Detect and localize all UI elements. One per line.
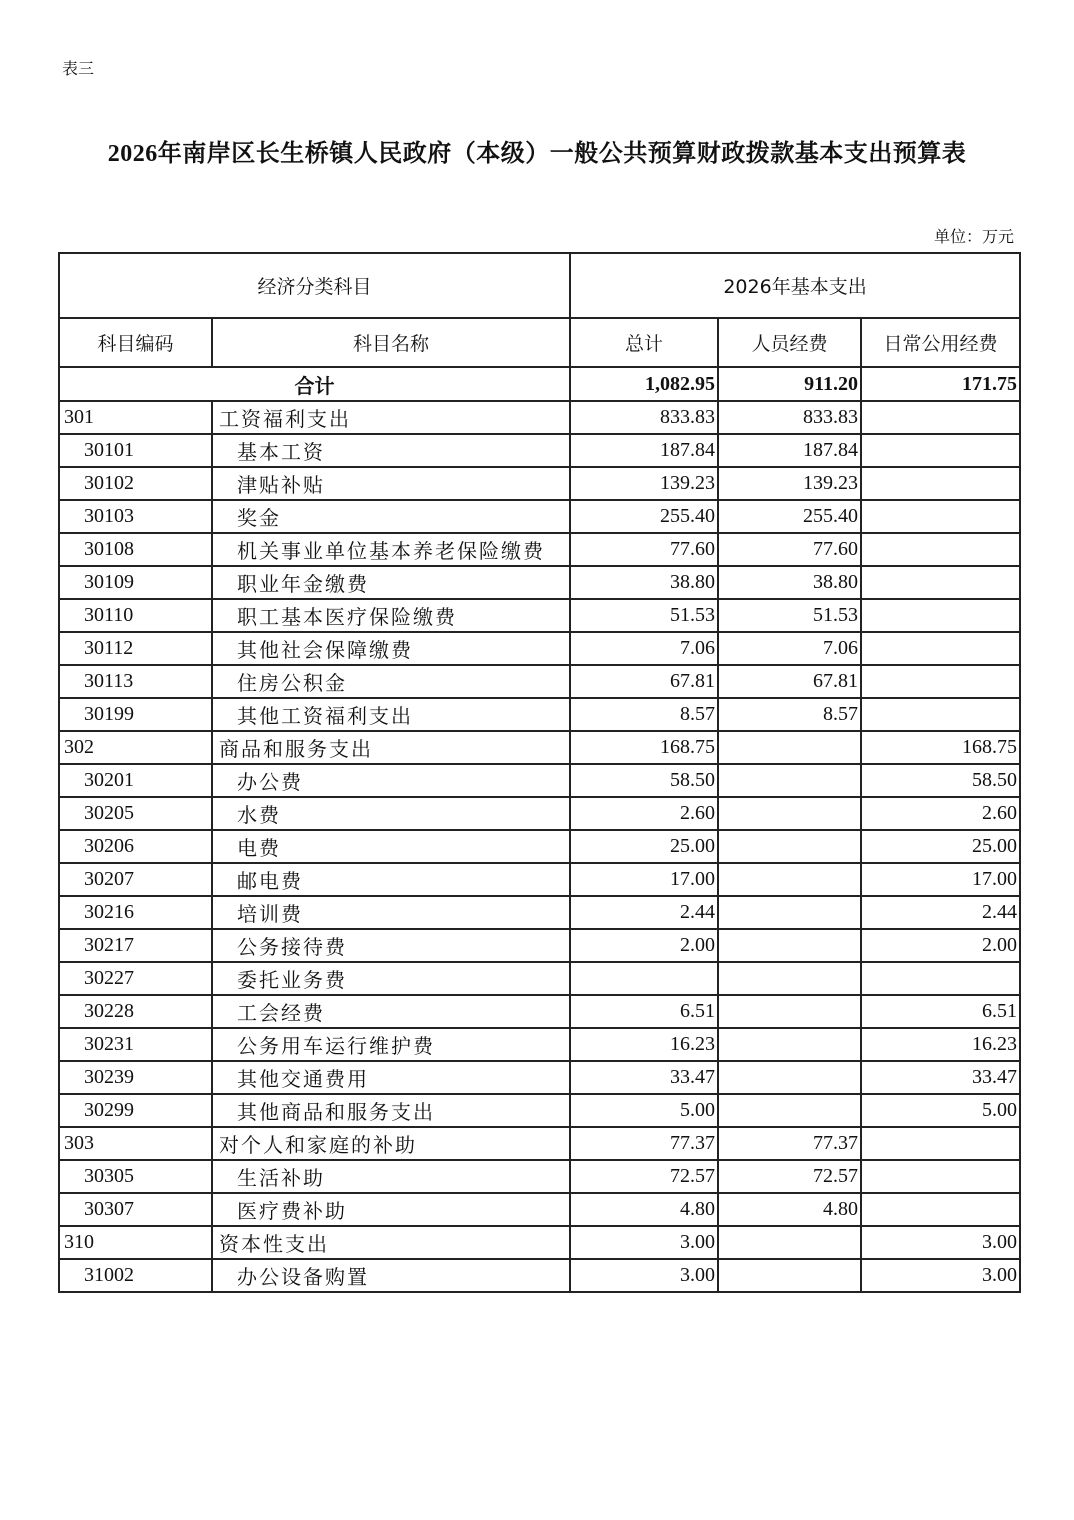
row-daily: 168.75 [861,731,1020,764]
row-daily [861,500,1020,533]
total-daily: 171.75 [861,367,1020,401]
row-personnel: 67.81 [718,665,861,698]
row-daily: 2.00 [861,929,1020,962]
row-personnel [718,1028,861,1061]
table-row [59,1061,1020,1094]
row-total: 8.57 [570,698,718,731]
row-name: 其他商品和服务支出 [212,1094,570,1127]
row-total: 33.47 [570,1061,718,1094]
row-code: 30305 [59,1160,212,1193]
row-daily: 2.60 [861,797,1020,830]
row-code: 30199 [59,698,212,731]
row-total: 67.81 [570,665,718,698]
row-personnel: 38.80 [718,566,861,599]
row-daily [861,401,1020,434]
row-total: 7.06 [570,632,718,665]
header-row-columns [59,318,1020,367]
row-daily [861,467,1020,500]
row-code: 30113 [59,665,212,698]
row-daily: 5.00 [861,1094,1020,1127]
header-code: 科目编码 [59,318,212,367]
row-personnel: 51.53 [718,599,861,632]
unit-label: 单位：万元 [933,229,1014,246]
row-name: 医疗费补助 [212,1193,570,1226]
row-personnel: 255.40 [718,500,861,533]
row-name: 培训费 [212,896,570,929]
table-row [59,434,1020,467]
table-row [59,1094,1020,1127]
row-name: 工资福利支出 [212,401,570,434]
row-name: 邮电费 [212,863,570,896]
page-title: 2026年南岸区长生桥镇人民政府（本级）一般公共预算财政拨款基本支出预算表 [107,141,967,167]
row-total: 38.80 [570,566,718,599]
row-name: 其他交通费用 [212,1061,570,1094]
row-total [570,962,718,995]
row-code: 30103 [59,500,212,533]
row-total: 2.00 [570,929,718,962]
row-code: 301 [59,401,212,434]
header-personnel: 人员经费 [718,318,861,367]
table-row [59,665,1020,698]
row-total: 255.40 [570,500,718,533]
row-name: 职工基本医疗保险缴费 [212,599,570,632]
header-name: 科目名称 [212,318,570,367]
header-basic-expenditure: 2026年基本支出 [570,253,1020,318]
row-total: 5.00 [570,1094,718,1127]
row-total: 77.37 [570,1127,718,1160]
budget-table [58,252,1021,1293]
row-name: 其他社会保障缴费 [212,632,570,665]
row-personnel: 187.84 [718,434,861,467]
row-code: 30299 [59,1094,212,1127]
row-total: 25.00 [570,830,718,863]
header-total: 总计 [570,318,718,367]
row-total: 3.00 [570,1259,718,1292]
table-row [59,962,1020,995]
row-total: 77.60 [570,533,718,566]
header-row-group [59,253,1020,318]
total-row [59,367,1020,401]
row-daily: 3.00 [861,1259,1020,1292]
row-name: 公务接待费 [212,929,570,962]
table-row [59,731,1020,764]
row-code: 30228 [59,995,212,1028]
header-daily: 日常公用经费 [861,318,1020,367]
row-total: 58.50 [570,764,718,797]
row-total: 4.80 [570,1193,718,1226]
table-row [59,500,1020,533]
row-code: 30108 [59,533,212,566]
row-daily [861,1193,1020,1226]
table-row [59,995,1020,1028]
row-personnel: 8.57 [718,698,861,731]
row-name: 基本工资 [212,434,570,467]
row-name: 电费 [212,830,570,863]
row-code: 30109 [59,566,212,599]
row-daily [861,698,1020,731]
table-row [59,401,1020,434]
row-name: 津贴补贴 [212,467,570,500]
row-daily [861,632,1020,665]
row-code: 30227 [59,962,212,995]
row-total: 2.60 [570,797,718,830]
total-label: 合计 [59,367,570,401]
row-total: 3.00 [570,1226,718,1259]
row-name: 生活补助 [212,1160,570,1193]
row-code: 310 [59,1226,212,1259]
row-name: 公务用车运行维护费 [212,1028,570,1061]
row-code: 30307 [59,1193,212,1226]
row-daily [861,665,1020,698]
row-personnel: 77.37 [718,1127,861,1160]
table-row [59,929,1020,962]
row-personnel [718,962,861,995]
row-personnel: 4.80 [718,1193,861,1226]
row-code: 30216 [59,896,212,929]
row-name: 其他工资福利支出 [212,698,570,731]
row-personnel: 77.60 [718,533,861,566]
table-row [59,533,1020,566]
row-daily: 17.00 [861,863,1020,896]
row-total: 72.57 [570,1160,718,1193]
row-total: 6.51 [570,995,718,1028]
row-name: 商品和服务支出 [212,731,570,764]
row-total: 168.75 [570,731,718,764]
row-daily: 58.50 [861,764,1020,797]
row-personnel [718,830,861,863]
table-row [59,1259,1020,1292]
row-daily: 33.47 [861,1061,1020,1094]
row-personnel [718,1259,861,1292]
row-daily: 3.00 [861,1226,1020,1259]
row-name: 资本性支出 [212,1226,570,1259]
row-total: 2.44 [570,896,718,929]
table-row [59,467,1020,500]
row-personnel [718,863,861,896]
row-name: 机关事业单位基本养老保险缴费 [212,533,570,566]
row-personnel [718,1061,861,1094]
row-name: 办公设备购置 [212,1259,570,1292]
row-daily: 2.44 [861,896,1020,929]
header-economic-category: 经济分类科目 [59,253,570,318]
table-row [59,1226,1020,1259]
row-name: 奖金 [212,500,570,533]
row-code: 30110 [59,599,212,632]
row-name: 委托业务费 [212,962,570,995]
row-daily: 16.23 [861,1028,1020,1061]
row-name: 职业年金缴费 [212,566,570,599]
table-row [59,1160,1020,1193]
row-name: 对个人和家庭的补助 [212,1127,570,1160]
table-row [59,632,1020,665]
row-code: 30217 [59,929,212,962]
table-row [59,1193,1020,1226]
row-personnel [718,896,861,929]
row-code: 30207 [59,863,212,896]
row-total: 187.84 [570,434,718,467]
row-personnel [718,797,861,830]
row-total: 51.53 [570,599,718,632]
total-total: 1,082.95 [570,367,718,401]
table-row [59,764,1020,797]
table-row [59,599,1020,632]
total-personnel: 911.20 [718,367,861,401]
table-row [59,1127,1020,1160]
table-row [59,797,1020,830]
table-row [59,698,1020,731]
row-daily [861,962,1020,995]
row-personnel [718,764,861,797]
row-personnel [718,1094,861,1127]
row-daily: 25.00 [861,830,1020,863]
row-daily [861,533,1020,566]
row-daily [861,434,1020,467]
table-row [59,863,1020,896]
row-total: 16.23 [570,1028,718,1061]
row-total: 139.23 [570,467,718,500]
row-personnel: 833.83 [718,401,861,434]
row-daily [861,1127,1020,1160]
row-daily [861,599,1020,632]
table-row [59,566,1020,599]
row-code: 30102 [59,467,212,500]
row-code: 302 [59,731,212,764]
row-personnel [718,995,861,1028]
row-daily [861,566,1020,599]
row-code: 30101 [59,434,212,467]
row-code: 30239 [59,1061,212,1094]
row-daily [861,1160,1020,1193]
row-name: 住房公积金 [212,665,570,698]
row-personnel: 72.57 [718,1160,861,1193]
row-code: 30205 [59,797,212,830]
row-total: 17.00 [570,863,718,896]
table-row [59,1028,1020,1061]
table-row [59,896,1020,929]
row-name: 工会经费 [212,995,570,1028]
row-name: 水费 [212,797,570,830]
table-row [59,830,1020,863]
row-code: 303 [59,1127,212,1160]
row-personnel [718,1226,861,1259]
row-daily: 6.51 [861,995,1020,1028]
table-number-label: 表三 [62,61,95,78]
row-personnel [718,929,861,962]
row-personnel: 7.06 [718,632,861,665]
row-code: 30201 [59,764,212,797]
row-name: 办公费 [212,764,570,797]
row-code: 30206 [59,830,212,863]
row-personnel [718,731,861,764]
row-personnel: 139.23 [718,467,861,500]
row-code: 31002 [59,1259,212,1292]
row-total: 833.83 [570,401,718,434]
row-code: 30112 [59,632,212,665]
row-code: 30231 [59,1028,212,1061]
